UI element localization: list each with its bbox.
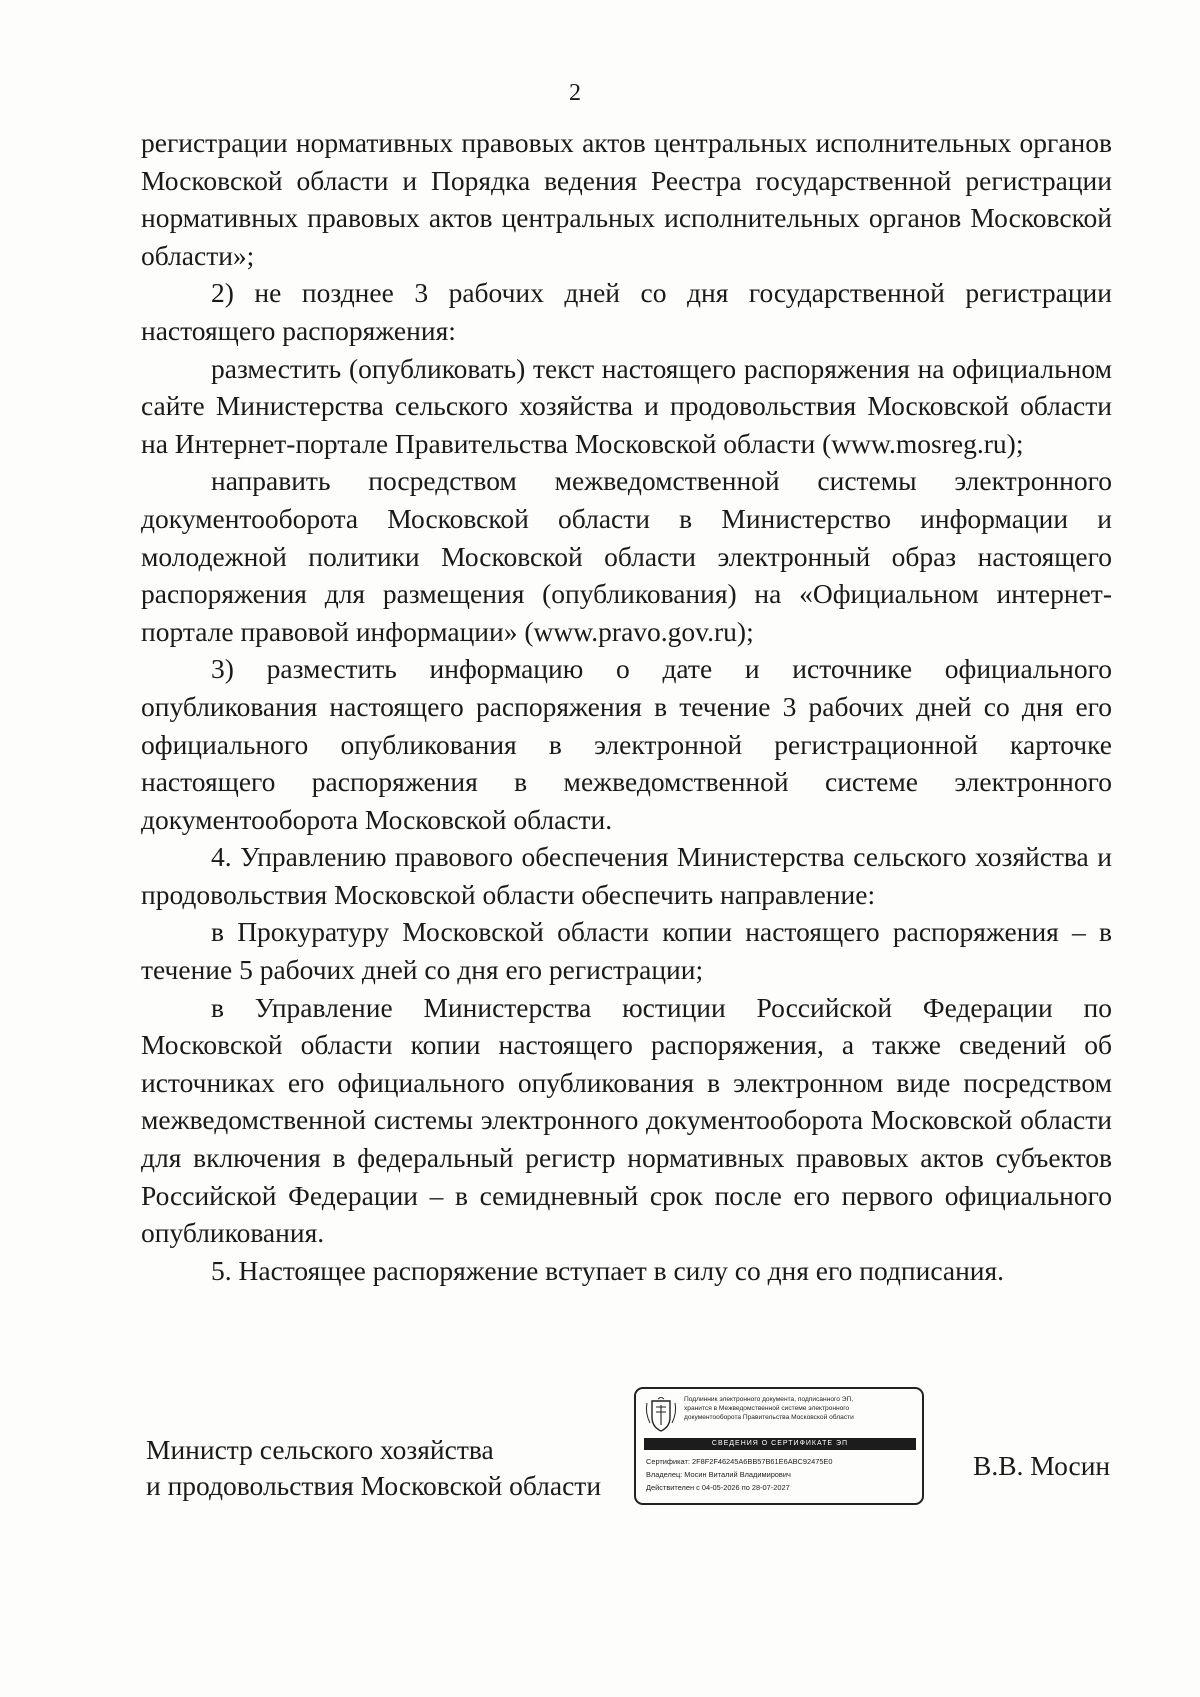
electronic-signature-stamp xyxy=(634,1387,924,1505)
stamp-certificate: Сертификат: 2F8F2F46245A6BB57B61E6ABC92475E0 xyxy=(646,1457,833,1466)
paragraph: в Управление Министерства юстиции Российской Федерации по Московской области копии настоящего распоряжения, а также сведений об источниках его официального опубликования в электронном виде посредством межведомственной системы электронного документооборота Московской области для включения в федеральный регистр нормативных правовых актов субъектов Российской Федерации – в семидневный срок после его первого официального опубликования. xyxy=(141,991,1112,1249)
stamp-valid-period: Действителен с 04-05-2026 по 28-07-2027 xyxy=(646,1483,790,1492)
paragraph: направить посредством межведомственной системы электронного документооборота Московской области в Министерство информации и молодежной политики Московской области электронный образ настоящего распоряжения для размещения (опубликования) на «Официальном интернет-портале правовой информации» (www.pravo.gov.ru); xyxy=(141,465,1112,647)
coat-of-arms-icon xyxy=(644,1397,678,1433)
paragraph: 3) разместить информацию о дате и источнике официального опубликования настоящего распоряжения в течение 3 рабочих дней со дня его официального опубликования в электронной регистрационной карточке настоящего распоряжения в межведомственной системе электронного документооборота Московской области. xyxy=(141,653,1112,835)
signature-block xyxy=(146,1432,601,1504)
page-number: 2 xyxy=(569,80,581,106)
stamp-notice-line-3: документооборота Правительства Московской области xyxy=(684,1414,854,1421)
paragraph: 4. Управлению правового обеспечения Министерства сельского хозяйства и продовольствия Московской области обеспечить направление: xyxy=(141,841,1112,910)
paragraph: в Прокуратуру Московской области копии настоящего распоряжения – в течение 5 рабочих дней со дня его регистрации; xyxy=(141,916,1112,986)
paragraph: 5. Настоящее распоряжение вступает в силу со дня его подписания. xyxy=(211,1254,1005,1286)
paragraph: регистрации нормативных правовых актов центральных исполнительных органов Московской области и Порядка ведения Реестра государственной регистрации нормативных правовых актов центральных исполнительных органов Московской области»; xyxy=(141,127,1112,271)
stamp-owner: Владелец: Мосин Виталий Владимирович xyxy=(646,1470,791,1479)
signer-position-line-2: и продовольствия Московской области xyxy=(146,1470,602,1501)
stamp-notice-line-2: хранится в Межведомственной системе электронного xyxy=(684,1405,850,1412)
paragraph: 2) не позднее 3 рабочих дней со дня государственной регистрации настоящего распоряжения: xyxy=(141,277,1112,346)
paragraph: разместить (опубликовать) текст настоящего распоряжения на официальном сайте Министерства сельского хозяйства и продовольствия Московской области на Интернет-портале Правительства Московской области (www.mosreg.ru); xyxy=(141,352,1112,459)
stamp-header-bar: СВЕДЕНИЯ О СЕРТИФИКАТЕ ЭП xyxy=(644,1438,916,1450)
document-body xyxy=(141,124,1112,1289)
signer-position-line-1: Министр сельского хозяйства xyxy=(146,1434,494,1465)
stamp-notice-line-1: Подлинник электронного документа, подписанного ЭП, xyxy=(684,1396,854,1403)
stamp-notice xyxy=(684,1395,918,1422)
signer-name: В.В. Мосин xyxy=(973,1450,1111,1481)
stamp-details xyxy=(646,1455,918,1494)
